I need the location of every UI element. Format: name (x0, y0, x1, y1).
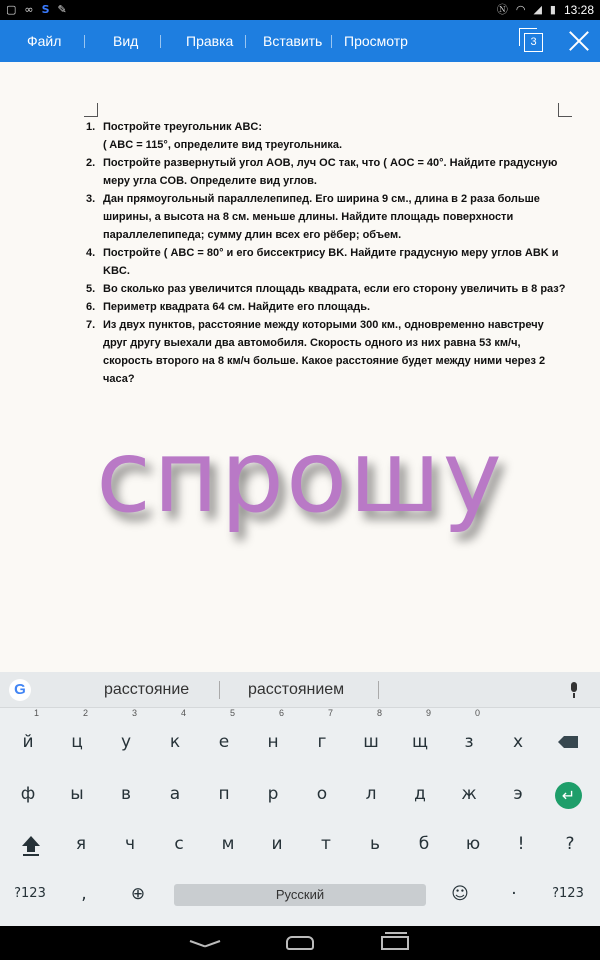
menu-divider (84, 35, 85, 48)
voicemail-icon: ∞ (24, 3, 34, 16)
period-key[interactable]: · (511, 884, 517, 904)
letter-key[interactable]: л (365, 784, 377, 804)
pages-button[interactable] (519, 28, 543, 52)
navigation-bar (0, 926, 600, 960)
letter-key[interactable]: а (169, 784, 181, 804)
task-list (86, 118, 566, 388)
letter-key[interactable]: т (321, 834, 331, 854)
letter-key[interactable]: э (513, 784, 523, 804)
letter-key[interactable]: у (120, 732, 132, 752)
task-item (86, 244, 566, 280)
google-icon[interactable]: G (9, 679, 31, 701)
status-bar (0, 0, 600, 20)
nfc-icon: Ⓝ (496, 3, 508, 16)
letter-key[interactable]: в (120, 784, 132, 804)
emoji-icon[interactable]: ☺ (451, 884, 469, 904)
letter-key[interactable]: п (218, 784, 230, 804)
key-hint: 7 (328, 708, 334, 718)
key-hint: 3 (132, 708, 138, 718)
comma-key[interactable]: , (81, 884, 87, 904)
menu-file[interactable]: Файл (27, 33, 62, 49)
clock: 13:28 (563, 3, 594, 17)
letter-key[interactable]: з (464, 732, 474, 752)
task-text: Из двух пунктов, расстояние между которыми 300 км., одновременно навстречу друг другу выехали два автомобиля. Скорость одного из них равна 53 км/ч, скорость второго на 8 км/ч больше. Какое расстояние будет между ними через 2 часа? (103, 319, 546, 385)
recent-apps-icon[interactable] (381, 936, 409, 950)
sync-icon: S (41, 3, 50, 16)
symbols-key[interactable]: ?123 (14, 886, 46, 901)
menu-edit[interactable]: Правка (186, 33, 234, 49)
task-text: Периметр квадрата 64 см. Найдите его площадь. (103, 301, 371, 313)
key-hint: 9 (426, 708, 432, 718)
suggestion-divider (219, 681, 220, 699)
letter-key[interactable]: р (267, 784, 279, 804)
task-number: 4. (86, 247, 96, 259)
letter-key[interactable]: ж (461, 784, 477, 804)
wifi-icon: ◠ (515, 3, 526, 16)
task-text: Постройте ( ABC = 80° и его биссектрису BK. Найдите градусную меру углов ABK и KBC. (103, 247, 559, 277)
task-text: Дан прямоугольный параллелепипед. Его ширина 9 см., длина в 2 раза больше ширины, а высота на 8 см. меньше длины. Найдите площадь поверхности параллелепипеда; сумму длин всех его рёбер; объем. (103, 193, 540, 241)
microphone-icon[interactable] (569, 682, 579, 698)
key-hint: 0 (475, 708, 481, 718)
task-item (86, 298, 566, 316)
suggestion-strip (0, 672, 600, 708)
key-hint: 1 (34, 708, 40, 718)
suggestion-1[interactable]: расстояние (104, 681, 190, 698)
signal-icon: ◢ (533, 3, 542, 16)
letter-key[interactable]: д (414, 784, 426, 804)
enter-icon[interactable]: ↵ (555, 782, 582, 809)
square-icon: ▢ (6, 3, 17, 16)
menu-divider (331, 35, 332, 48)
task-number: 7. (86, 319, 96, 331)
shift-icon[interactable] (22, 836, 40, 856)
letter-key[interactable]: ф (20, 784, 36, 804)
menu-divider (160, 35, 161, 48)
task-item (86, 316, 566, 388)
letter-key[interactable]: к (169, 732, 181, 752)
letter-key[interactable]: м (221, 834, 235, 854)
letter-key[interactable]: и (271, 834, 283, 854)
punctuation-key[interactable]: ? (565, 834, 575, 854)
letter-key[interactable]: щ (411, 732, 428, 752)
task-number: 5. (86, 283, 96, 295)
letter-key[interactable]: ь (369, 834, 381, 854)
letter-key[interactable]: г (317, 732, 327, 752)
task-number: 6. (86, 301, 96, 313)
page-corner-mark (558, 103, 572, 117)
key-hint: 6 (279, 708, 285, 718)
letter-key[interactable]: х (512, 732, 524, 752)
letter-key[interactable]: о (316, 784, 328, 804)
letter-key[interactable]: ц (71, 732, 83, 752)
task-text: Постройте треугольник ABC: ( ABC = 115°, определите вид треугольника. (103, 121, 343, 151)
letter-key[interactable]: е (218, 732, 230, 752)
globe-icon[interactable]: ⊕ (130, 884, 146, 904)
letter-key[interactable]: ш (363, 732, 379, 752)
menu-view[interactable]: Вид (113, 33, 139, 49)
home-icon[interactable] (286, 936, 314, 950)
key-hint: 5 (230, 708, 236, 718)
task-item (86, 190, 566, 244)
battery-icon: ▮ (549, 3, 556, 16)
close-icon[interactable] (566, 28, 592, 54)
task-number: 3. (86, 193, 96, 205)
menu-review[interactable]: Просмотр (344, 33, 408, 49)
letter-key[interactable]: ю (465, 834, 481, 854)
wrench-icon: ✎ (57, 3, 67, 16)
symbols-key-right[interactable]: ?123 (552, 886, 584, 901)
letter-key[interactable]: й (22, 732, 34, 752)
menu-bar (0, 20, 600, 62)
letter-key[interactable]: ч (124, 834, 136, 854)
suggestion-2[interactable]: расстоянием (248, 681, 345, 698)
letter-key[interactable]: н (267, 732, 279, 752)
task-number: 2. (86, 157, 96, 169)
task-text: Во сколько раз увеличится площадь квадрата, если его сторону увеличить в 8 раз? (103, 283, 566, 295)
overlay-caption: спрошу (96, 418, 504, 535)
letter-key[interactable]: с (174, 834, 184, 854)
pages-count: 3 (524, 33, 543, 52)
menu-divider (245, 35, 246, 48)
key-hint: 8 (377, 708, 383, 718)
suggestion-divider (378, 681, 379, 699)
back-icon[interactable] (190, 937, 220, 949)
task-text: Постройте развернутый угол AOB, луч OC так, что ( AOC = 40°. Найдите градусную меру угла COB. Определите вид углов. (103, 157, 558, 187)
task-item (86, 118, 566, 154)
task-item (86, 280, 566, 298)
letter-key[interactable]: б (418, 834, 430, 854)
menu-insert[interactable]: Вставить (263, 33, 323, 49)
page-corner-mark (84, 103, 98, 117)
on-screen-keyboard (0, 672, 600, 926)
punctuation-key[interactable]: ! (517, 834, 525, 854)
key-hint: 4 (181, 708, 187, 718)
key-hint: 2 (83, 708, 89, 718)
task-item (86, 154, 566, 190)
document-area[interactable] (0, 62, 600, 672)
space-key[interactable]: Русский (174, 884, 426, 906)
backspace-icon[interactable] (558, 736, 578, 748)
letter-key[interactable]: ы (70, 784, 84, 804)
letter-key[interactable]: я (75, 834, 87, 854)
task-number: 1. (86, 121, 96, 133)
